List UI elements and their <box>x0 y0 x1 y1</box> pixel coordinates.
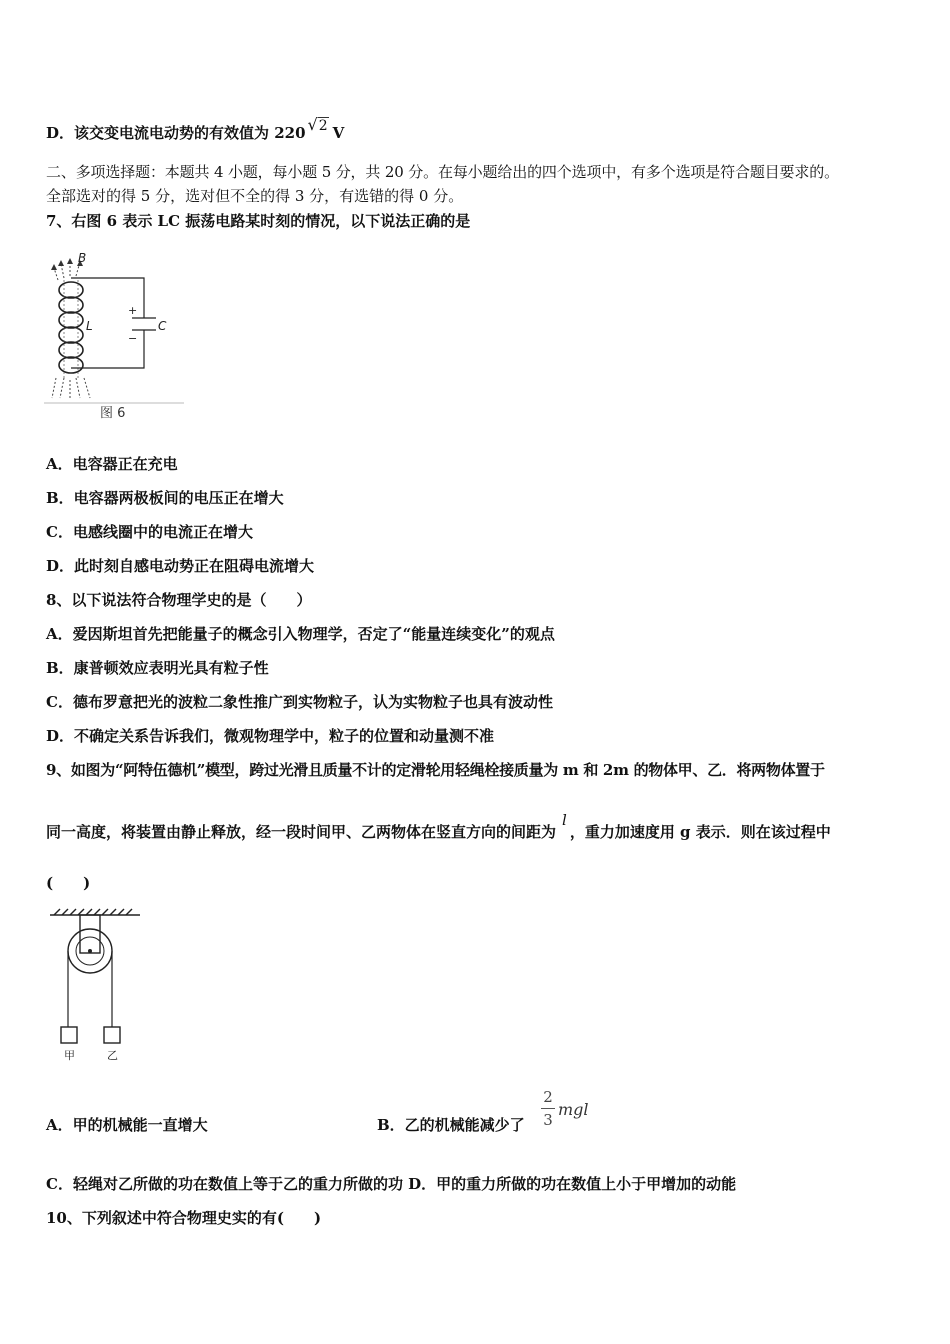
plus-sign: + <box>128 304 138 317</box>
label-c: C <box>158 319 167 333</box>
sqrt-argument: 2 <box>318 118 328 134</box>
q9-option-a: A．甲的机械能一直增大 <box>46 1116 208 1134</box>
q9-stem-line2-post: ，重力加速度用 g 表示．则在该过程中 <box>569 823 831 841</box>
atwood-machine-figure <box>46 903 146 1063</box>
pulley-bracket <box>80 915 100 953</box>
q9-stem-line2 <box>46 811 831 842</box>
q7-option-a: A．电容器正在充电 <box>46 455 178 473</box>
label-jia: 甲 <box>64 1049 75 1062</box>
q6-option-d <box>46 115 344 143</box>
q7-option-c: C．电感线圈中的电流正在增大 <box>46 523 253 541</box>
fraction-denominator: 3 <box>543 1111 553 1129</box>
q8-stem: 8、以下说法符合物理学史的是（ ） <box>46 591 312 609</box>
fraction-two-thirds <box>539 1088 557 1129</box>
section2-line2: 全部选对的得 5 分，选对但不全的得 3 分，有选错的得 0 分。 <box>46 187 464 205</box>
fraction-numerator: 2 <box>543 1088 553 1106</box>
q7-option-d: D．此时刻自感电动势正在阻碍电流增大 <box>46 557 315 575</box>
sqrt-expression: √2 <box>307 115 328 134</box>
section2-line1: 二、多项选择题：本题共 4 小题，每小题 5 分，共 20 分。在每小题给出的四个选项中，有多个选项是符合题目要求的。 <box>46 163 839 181</box>
mass-jia <box>61 1027 77 1043</box>
lc-circuit-figure <box>44 250 189 422</box>
ceiling <box>50 909 140 915</box>
q9-stem-line2-pre: 同一高度，将装置由静止释放，经一段时间甲、乙两物体在竖直方向的间距为 <box>46 823 557 841</box>
unit-volt: V <box>332 124 345 142</box>
q6-option-d-text: D．该交变电流电动势的有效值为 220 <box>46 124 306 142</box>
mass-yi <box>104 1027 120 1043</box>
q9-option-cd: C．轻绳对乙所做的功在数值上等于乙的重力所做的功 D．甲的重力所做的功在数值上小于甲增加的动能 <box>46 1175 737 1193</box>
ropes <box>68 951 112 1027</box>
q8-option-c: C．德布罗意把光的波粒二象性推广到实物粒子，认为实物粒子也具有波动性 <box>46 693 553 711</box>
q7-option-b: B．电容器两极板间的电压正在增大 <box>46 489 284 507</box>
q8-option-b: B．康普顿效应表明光具有粒子性 <box>46 659 269 677</box>
q8-option-d: D．不确定关系告诉我们，微观物理学中，粒子的位置和动量测不准 <box>46 727 495 745</box>
q9-option-b-text: B．乙的机械能减少了 <box>377 1116 525 1134</box>
expr-mgl: mgl <box>558 1100 589 1119</box>
inductor-coil <box>59 282 83 373</box>
q10-stem: 10、下列叙述中符合物理史实的有( ) <box>46 1209 322 1227</box>
label-b: B <box>78 251 87 265</box>
circuit-wires <box>71 278 156 368</box>
label-l: L <box>86 319 93 333</box>
figure-caption: 图 6 <box>100 406 126 421</box>
label-yi: 乙 <box>107 1049 118 1062</box>
q9-option-b <box>377 1115 525 1135</box>
q9-stem-line1: 9、如图为“阿特伍德机”模型，跨过光滑且质量不计的定滑轮用轻绳栓接质量为 m 和 2m 的物体甲、乙．将两物体置于 <box>46 761 825 779</box>
q8-option-a: A．爱因斯坦首先把能量子的概念引入物理学，否定了“能量连续变化”的观点 <box>46 625 555 643</box>
q7-stem: 7、右图 6 表示 LC 振荡电路某时刻的情况，以下说法正确的是 <box>46 212 471 230</box>
q9-stem-line3: ( ) <box>46 874 91 892</box>
var-l: l <box>562 811 567 829</box>
minus-sign: − <box>128 332 138 345</box>
